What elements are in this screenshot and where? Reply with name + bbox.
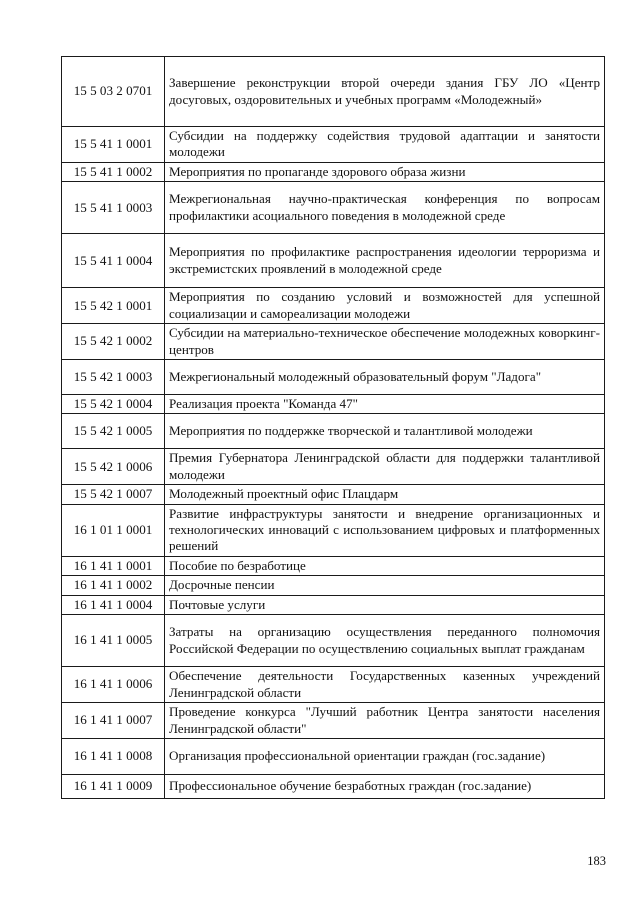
row-description: Межрегиональный молодежный образовательный форум "Ладога"	[165, 360, 605, 395]
row-description: Мероприятия по пропаганде здорового образа жизни	[165, 162, 605, 181]
table-row	[62, 556, 605, 575]
row-code: 15 5 41 1 0001	[62, 127, 165, 163]
row-description: Мероприятия по профилактике распространения идеологии терроризма и экстремистских проявлений в молодежной среде	[165, 234, 605, 288]
table-row	[62, 775, 605, 799]
row-description: Межрегиональная научно-практическая конференция по вопросам профилактики асоциального поведения в молодежной среде	[165, 182, 605, 234]
table-row	[62, 595, 605, 614]
table-row	[62, 504, 605, 556]
row-description: Почтовые услуги	[165, 595, 605, 614]
row-code: 15 5 42 1 0004	[62, 395, 165, 414]
row-code: 15 5 41 1 0003	[62, 182, 165, 234]
row-code: 16 1 41 1 0007	[62, 703, 165, 739]
table-row	[62, 739, 605, 775]
row-code: 16 1 41 1 0005	[62, 615, 165, 667]
row-code: 15 5 42 1 0003	[62, 360, 165, 395]
page-number: 183	[587, 854, 606, 868]
row-description: Досрочные пенсии	[165, 576, 605, 595]
table-row	[62, 288, 605, 324]
row-description: Пособие по безработице	[165, 556, 605, 575]
row-description: Мероприятия по созданию условий и возможностей для успешной социализации и самореализации молодежи	[165, 288, 605, 324]
row-code: 16 1 41 1 0004	[62, 595, 165, 614]
row-code: 15 5 41 1 0002	[62, 162, 165, 181]
table-row	[62, 57, 605, 127]
row-code: 15 5 42 1 0002	[62, 324, 165, 360]
budget-code-table	[61, 56, 605, 799]
row-description: Проведение конкурса "Лучший работник Центра занятости населения Ленинградской области"	[165, 703, 605, 739]
row-code: 16 1 41 1 0008	[62, 739, 165, 775]
table-row	[62, 324, 605, 360]
table-body	[62, 57, 605, 799]
table-row	[62, 703, 605, 739]
row-code: 15 5 42 1 0001	[62, 288, 165, 324]
table-row	[62, 449, 605, 485]
table-row	[62, 360, 605, 395]
table-row	[62, 414, 605, 449]
row-description: Субсидии на поддержку содействия трудовой адаптации и занятости молодежи	[165, 127, 605, 163]
row-description: Организация профессиональной ориентации граждан (гос.задание)	[165, 739, 605, 775]
row-description: Развитие инфраструктуры занятости и внедрение организационных и технологических инноваций с использованием цифровых и платформенных решений	[165, 504, 605, 556]
row-code: 15 5 41 1 0004	[62, 234, 165, 288]
row-code: 15 5 42 1 0007	[62, 485, 165, 504]
row-description: Обеспечение деятельности Государственных казенных учреждений Ленинградской области	[165, 667, 605, 703]
row-code: 15 5 03 2 0701	[62, 57, 165, 127]
table-row	[62, 182, 605, 234]
row-description: Мероприятия по поддержке творческой и талантливой молодежи	[165, 414, 605, 449]
table-row	[62, 615, 605, 667]
row-description: Молодежный проектный офис Плацдарм	[165, 485, 605, 504]
row-code: 15 5 42 1 0005	[62, 414, 165, 449]
table-row	[62, 667, 605, 703]
table-row	[62, 127, 605, 163]
row-description: Затраты на организацию осуществления переданного полномочия Российской Федерации по осуществлению социальных выплат гражданам	[165, 615, 605, 667]
row-description: Профессиональное обучение безработных граждан (гос.задание)	[165, 775, 605, 799]
table-row	[62, 234, 605, 288]
row-description: Премия Губернатора Ленинградской области для поддержки талантливой молодежи	[165, 449, 605, 485]
table-row	[62, 395, 605, 414]
row-description: Реализация проекта "Команда 47"	[165, 395, 605, 414]
row-code: 16 1 41 1 0009	[62, 775, 165, 799]
row-description: Субсидии на материально-техническое обеспечение молодежных коворкинг-центров	[165, 324, 605, 360]
row-code: 15 5 42 1 0006	[62, 449, 165, 485]
table-row	[62, 162, 605, 181]
row-code: 16 1 41 1 0002	[62, 576, 165, 595]
table-row	[62, 576, 605, 595]
row-description: Завершение реконструкции второй очереди здания ГБУ ЛО «Центр досуговых, оздоровительных и учебных программ «Молодежный»	[165, 57, 605, 127]
row-code: 16 1 01 1 0001	[62, 504, 165, 556]
row-code: 16 1 41 1 0001	[62, 556, 165, 575]
row-code: 16 1 41 1 0006	[62, 667, 165, 703]
table-row	[62, 485, 605, 504]
